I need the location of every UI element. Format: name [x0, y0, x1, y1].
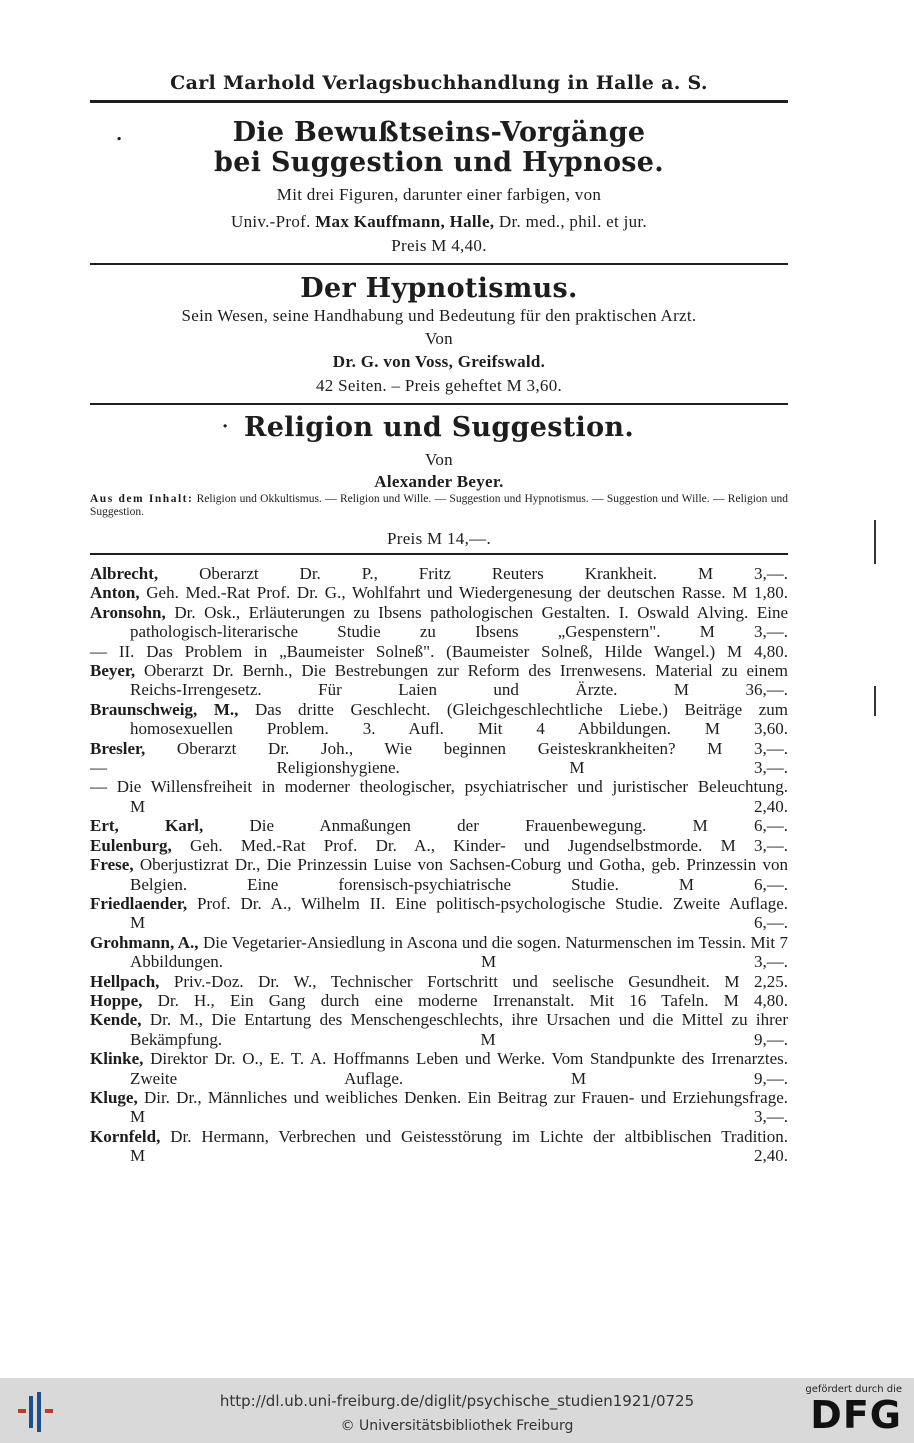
book-price: M 9,—. — [571, 1068, 789, 1088]
book-price: M 1,80. — [732, 583, 788, 603]
book-entry — [90, 564, 788, 583]
ad1-author-name: Max Kauffmann, Halle, — [315, 212, 495, 231]
book-price: M 36,—. — [673, 680, 789, 700]
book-price: M 3,60. — [704, 719, 788, 739]
ad3-contents-label: Aus dem Inhalt: — [90, 493, 194, 505]
book-price: M 2,40. — [130, 796, 788, 816]
book-title: Prof. Dr. A., Wilhelm II. Eine politisch-psychologische Studie. Zweite Auflage. — [197, 893, 788, 913]
ad3-author: Alexander Beyer. — [374, 472, 504, 491]
ad1-price: Preis M 4,40. — [391, 236, 487, 255]
book-price: M 3,—. — [569, 758, 788, 778]
book-entry — [90, 583, 788, 602]
ad1-author-line — [90, 211, 788, 233]
book-title: Dr. M., Die Entartung des Menschengeschlechts, ihre Ursachen und die Mittel zu ihrer Bekämpfung. — [130, 1010, 789, 1049]
divider-rule — [90, 403, 788, 405]
book-title: Dir. Dr., Männliches und weibliches Denken. Ein Beitrag zur Frauen- und Erziehungsfrage. — [143, 1087, 789, 1107]
book-price: M 4,80. — [723, 990, 788, 1010]
book-author: Frese, — [90, 855, 134, 875]
ad3-title: Religion und Suggestion. — [243, 412, 635, 443]
ad3-contents — [90, 493, 788, 519]
ad1-author-prefix: Univ.-Prof. — [231, 212, 311, 231]
book-entry — [90, 642, 788, 661]
book-entry — [90, 777, 788, 816]
book-price: M 3,—. — [720, 835, 789, 855]
publisher-header: Carl Marhold Verlagsbuchhandlung in Halle a. S. — [170, 72, 708, 94]
book-entry — [90, 739, 788, 758]
book-price: M 4,80. — [727, 641, 788, 661]
book-entry — [90, 758, 788, 777]
book-entry — [90, 855, 788, 894]
book-author: Bresler, — [90, 738, 146, 758]
footer-bar — [0, 1378, 914, 1443]
book-title: — Religionshygiene. — [90, 758, 400, 778]
book-price: M 2,40. — [130, 1146, 788, 1166]
book-author: Albrecht, — [90, 564, 159, 583]
book-title: Dr. Osk., Erläuterungen zu Ibsens pathologischen Gestalten. I. Oswald Alving. Eine pathologisch-literarische Studie zu Ibsens „Gespenstern". — [130, 602, 789, 642]
header-rule — [90, 100, 788, 103]
ad2-price: 42 Seiten. – Preis geheftet M 3,60. — [315, 376, 563, 395]
copyright-notice: © Universitätsbibliothek Freiburg — [340, 1418, 574, 1434]
book-price: M 6,—. — [692, 816, 788, 836]
book-price: M 3,—. — [697, 564, 789, 583]
book-entry — [90, 603, 788, 642]
book-entry — [90, 661, 788, 700]
margin-dot: · — [222, 416, 229, 437]
book-author: Braunschweig, M., — [90, 699, 239, 719]
book-price: M 3,—. — [130, 1107, 788, 1127]
book-title: Die Anmaßungen der Frauenbewegung. — [249, 816, 647, 836]
book-entry — [90, 1127, 788, 1166]
book-author: Aronsohn, — [90, 602, 166, 622]
book-entry — [90, 991, 788, 1010]
book-author: Friedlaender, — [90, 893, 188, 913]
book-title: Oberjustizrat Dr., Die Prinzessin Luise von Sachsen-Coburg und Gotha, geb. Prinzessin von Belgien. Eine forensisch-psychiatrische Studie. — [130, 855, 788, 894]
book-title: Direktor Dr. O., E. T. A. Hoffmanns Leben und Werke. Vom Standpunkte des Irrenarztes. Zweite Auflage. — [130, 1049, 788, 1088]
margin-mark — [874, 520, 876, 564]
book-author: Kluge, — [90, 1087, 138, 1107]
dfg-logo: DFG — [810, 1393, 902, 1437]
book-entry — [90, 700, 788, 739]
book-author: Hoppe, — [90, 990, 143, 1010]
book-entry — [90, 1049, 788, 1088]
book-author: Klinke, — [90, 1049, 144, 1069]
book-price: M 3,—. — [699, 622, 788, 642]
book-author: Ert, Karl, — [90, 816, 204, 836]
book-author: Grohmann, A., — [90, 932, 199, 952]
margin-dot: . — [116, 124, 123, 145]
book-entry — [90, 836, 788, 855]
book-author: Kende, — [90, 1010, 142, 1030]
ad1-title-line1: Die Bewußtseins-Vorgänge — [232, 117, 646, 148]
book-entry — [90, 1088, 788, 1127]
book-entry — [90, 972, 788, 991]
book-price: M 9,—. — [480, 1029, 788, 1049]
book-title: Oberarzt Dr. Bernh., Die Bestrebungen zur Reform des Irrenwesens. Material zu einem Reichs-Irrengesetz. Für Laien und Ärzte. — [130, 661, 788, 700]
ad2-subtitle: Sein Wesen, seine Handhabung und Bedeutung für den praktischen Arzt. — [181, 306, 697, 325]
book-title: Geh. Med.-Rat Prof. Dr. A., Kinder- und Jugendselbstmorde. — [190, 835, 703, 855]
ad1-title-line2: bei Suggestion und Hypnose. — [214, 147, 664, 178]
book-price: M 2,25. — [724, 971, 789, 991]
book-title: Das dritte Geschlecht. (Gleichgeschlechtliche Liebe.) Beiträge zum homosexuellen Problem. 3. Aufl. Mit 4 Abbildungen. — [130, 699, 789, 739]
source-url[interactable]: http://dl.ub.uni-freiburg.de/diglit/psychische_studien1921/0725 — [219, 1392, 695, 1410]
book-author: Hellpach, — [90, 971, 160, 991]
book-author: Anton, — [90, 583, 140, 603]
ad1-description: Mit drei Figuren, darunter einer farbigen, von — [276, 185, 602, 204]
book-price: M 3,—. — [707, 738, 788, 758]
book-author: Kornfeld, — [90, 1126, 161, 1146]
book-title: — II. Das Problem in „Baumeister Solneß". (Baumeister Solneß, Hilde Wangel.) — [90, 641, 716, 661]
book-entry — [90, 933, 788, 972]
book-title: Dr. H., Ein Gang durch eine moderne Irrenanstalt. Mit 16 Tafeln. — [157, 990, 709, 1010]
ad2-title: Der Hypnotismus. — [300, 273, 578, 304]
dfg-caption: gefördert durch die — [805, 1384, 902, 1395]
book-author: Eulenburg, — [90, 835, 172, 855]
book-price: M 3,—. — [480, 952, 788, 972]
ad3-von: Von — [425, 450, 453, 469]
book-price: M 6,—. — [678, 874, 789, 894]
book-title: Priv.-Doz. Dr. W., Technischer Fortschritt und seelische Gesundheit. — [173, 971, 710, 991]
book-title: Geh. Med.-Rat Prof. Dr. G., Wohlfahrt und Wiedergenesung der deutschen Rasse. — [146, 583, 726, 603]
book-title: Dr. Hermann, Verbrechen und Geistesstörung im Lichte der altbiblischen Tradition. — [170, 1126, 789, 1146]
ad2-author: Dr. G. von Voss, Greifswald. — [332, 352, 546, 371]
book-title: Oberarzt Dr. P., Fritz Reuters Krankheit. — [199, 564, 657, 583]
book-price: M 6,—. — [130, 913, 788, 933]
ad3-contents-text: Religion und Okkultismus. — Religion und Wille. — Suggestion und Hypnotismus. — Suggestion und Wille. — Religion und Suggestion. — [90, 493, 788, 518]
book-entry — [90, 816, 788, 835]
book-author: Beyer, — [90, 661, 136, 681]
ad3-price: Preis M 14,—. — [386, 529, 491, 548]
ad2-von: Von — [425, 329, 453, 348]
margin-mark — [874, 686, 876, 716]
ad1-author-suffix: Dr. med., phil. et jur. — [498, 212, 647, 231]
book-entry — [90, 1010, 788, 1049]
divider-rule — [90, 263, 788, 265]
book-entry — [90, 894, 788, 933]
book-title: Die Vegetarier-Ansiedlung in Ascona und die sogen. Naturmenschen im Tessin. Mit 7 Abbildungen. — [130, 932, 788, 972]
divider-rule — [90, 553, 788, 555]
book-title: Oberarzt Dr. Joh., Wie beginnen Geisteskrankheiten? — [176, 738, 676, 758]
book-title: — Die Willensfreiheit in moderner theologischer, psychiatrischer und juristischer Beleuchtung. — [90, 777, 788, 797]
book-list — [90, 564, 788, 1166]
